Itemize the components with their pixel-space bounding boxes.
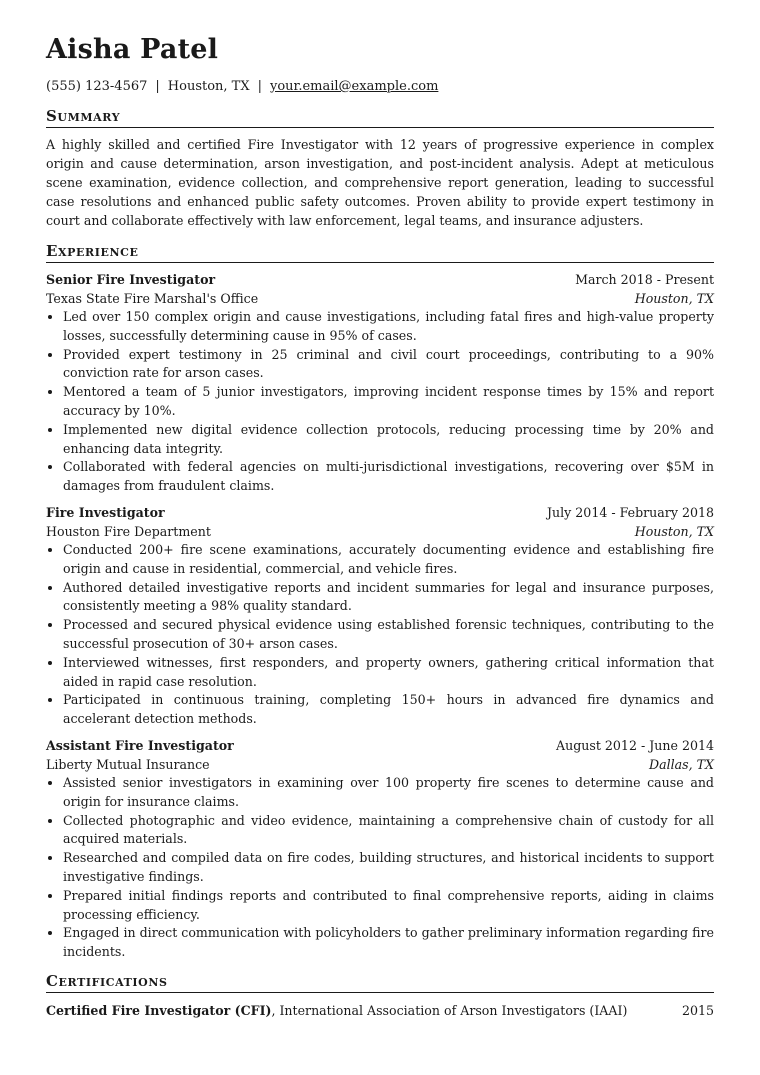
job-bullet-list	[46, 774, 714, 962]
job-header-row	[46, 503, 714, 522]
job-dates: August 2012 - June 2014	[556, 738, 714, 753]
certification-year: 2015	[681, 1003, 714, 1018]
contact-separator: |	[155, 79, 160, 94]
job-bullet-list	[46, 541, 714, 729]
job-bullet: • Implemented new digital evidence collection protocols, reducing processing time by 20% and enhancing data integrity.	[63, 421, 714, 459]
certification-row	[46, 1001, 714, 1020]
job-bullet: • Collaborated with federal agencies on multi-jurisdictional investigations, recovering over $5M in damages from fraudulent claims.	[63, 458, 714, 496]
contact-separator: |	[257, 79, 262, 94]
job-location: Houston, TX	[634, 291, 714, 306]
job-bullet: • Interviewed witnesses, first responders, and property owners, gathering critical information that aided in rapid case resolution.	[63, 654, 714, 692]
summary-text: A highly skilled and certified Fire Investigator with 12 years of progressive experience in complex origin and cause determination, arson investigation, and post-incident analysis. Adept at meticulous scene examination, evidence collection, and comprehensive report generation, leading to successful case resolutions and enhanced public safety outcomes. Proven ability to provide expert testimony in court and collaborate effectively with law enforcement, legal teams, and insurance adjusters.	[46, 137, 714, 228]
job-bullet-list	[46, 308, 714, 496]
job-bullet: • Provided expert testimony in 25 criminal and civil court proceedings, contributing to a 90% conviction rate for arson cases.	[63, 346, 714, 384]
job-bullet: • Engaged in direct communication with policyholders to gather preliminary information regarding fire incidents.	[63, 924, 714, 962]
job-bullet: • Authored detailed investigative reports and incident summaries for legal and insurance purposes, consistently meeting a 98% quality standard.	[63, 579, 714, 617]
contact-line	[46, 79, 438, 94]
certifications-heading: Certifications	[46, 972, 714, 993]
location-text: Houston, TX	[167, 79, 250, 94]
job-header-row	[46, 270, 714, 289]
job-bullet: • Led over 150 complex origin and cause investigations, including fatal fires and high-value property losses, successfully determining cause in 95% of cases.	[63, 308, 714, 346]
job-title: Fire Investigator	[46, 505, 165, 520]
job-title: Senior Fire Investigator	[46, 272, 216, 287]
job-bullet: • Assisted senior investigators in examining over 100 property fire scenes to determine cause and origin for insurance claims.	[63, 774, 714, 812]
job-company-row	[46, 289, 714, 308]
job-bullet: • Prepared initial findings reports and contributed to final comprehensive reports, aiding in claims processing efficiency.	[63, 887, 714, 925]
job-dates: March 2018 - Present	[575, 272, 714, 287]
job-location: Houston, TX	[634, 524, 714, 539]
company-name: Houston Fire Department	[46, 524, 211, 539]
job-bullet: • Conducted 200+ fire scene examinations, accurately documenting evidence and establishing fire origin and cause in residential, commercial, and vehicle fires.	[63, 541, 714, 579]
job-title: Assistant Fire Investigator	[46, 738, 234, 753]
job-company-row	[46, 755, 714, 774]
job-header-row	[46, 736, 714, 755]
job-bullet: • Processed and secured physical evidence using established forensic techniques, contributing to the successful prosecution of 30+ arson cases.	[63, 616, 714, 654]
phone-number: (555) 123-4567	[46, 79, 148, 94]
candidate-name: Aisha Patel	[46, 34, 219, 65]
certification-name: Certified Fire Investigator (CFI)	[46, 1003, 272, 1018]
job-bullet: • Mentored a team of 5 junior investigators, improving incident response times by 15% and report accuracy by 10%.	[63, 383, 714, 421]
job-bullet: • Participated in continuous training, completing 150+ hours in advanced fire dynamics and accelerant detection methods.	[63, 691, 714, 729]
company-name: Texas State Fire Marshal's Office	[46, 291, 259, 306]
job-entry	[46, 503, 714, 729]
certification-issuer: , International Association of Arson Investigators (IAAI)	[271, 1003, 628, 1018]
job-entry	[46, 736, 714, 962]
job-company-row	[46, 522, 714, 541]
job-location: Dallas, TX	[648, 757, 714, 772]
job-entry	[46, 270, 714, 496]
job-dates: July 2014 - February 2018	[546, 505, 714, 520]
summary-heading: Summary	[46, 107, 714, 128]
job-bullet: • Researched and compiled data on fire codes, building structures, and historical incidents to support investigative findings.	[63, 849, 714, 887]
certification-text	[46, 1001, 627, 1020]
email-link[interactable]: your.email@example.com	[270, 79, 439, 94]
experience-heading: Experience	[46, 242, 714, 263]
company-name: Liberty Mutual Insurance	[46, 757, 210, 772]
job-bullet: • Collected photographic and video evidence, maintaining a comprehensive chain of custody for all acquired materials.	[63, 812, 714, 850]
